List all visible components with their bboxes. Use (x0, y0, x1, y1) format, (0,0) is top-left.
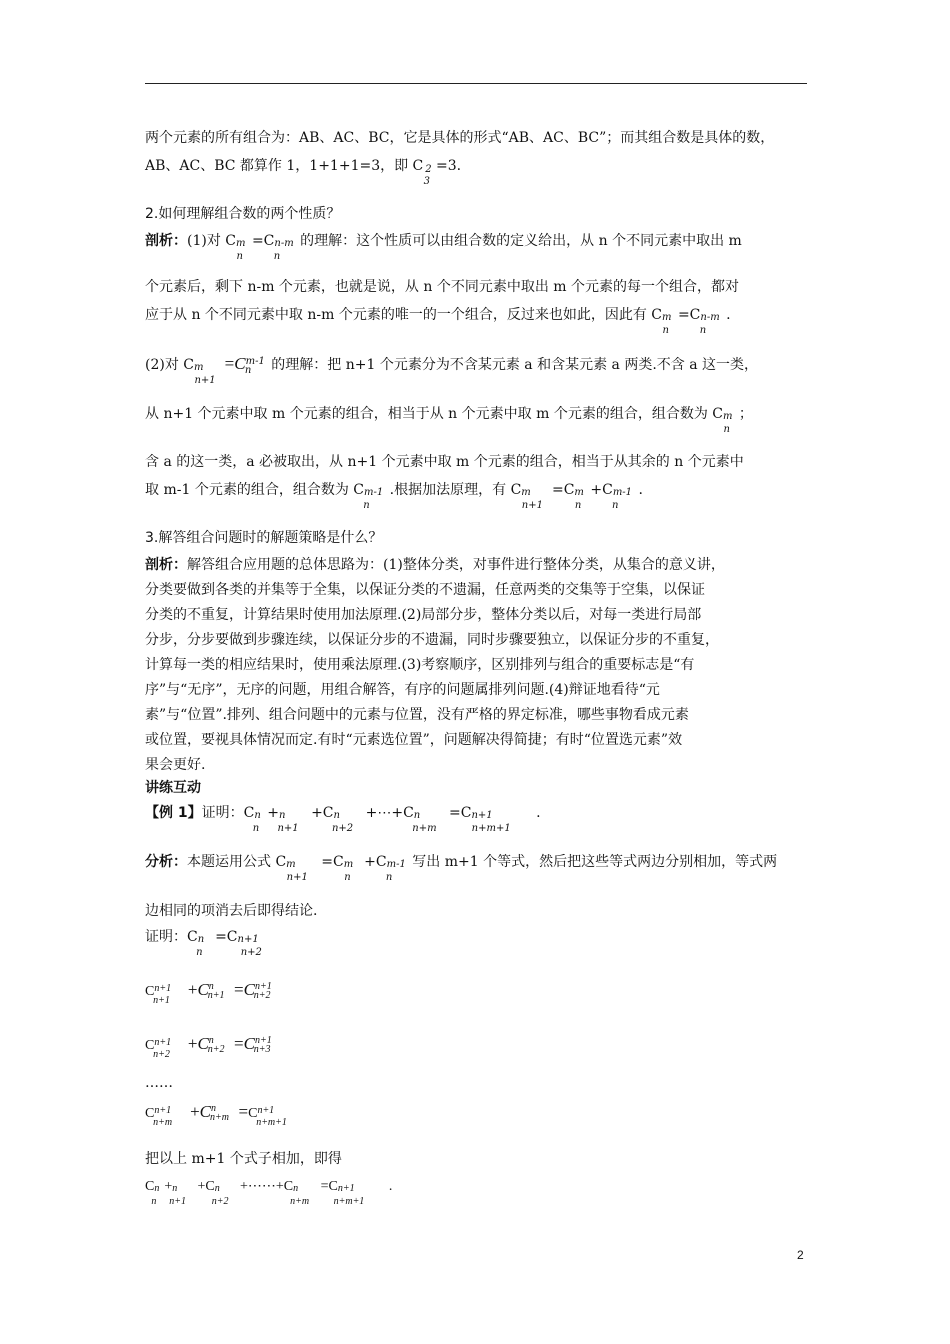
text-line: 两个元素的所有组合为：AB、AC、BC，它是具体的形式“AB、AC、BC”；而其组合数是具体的数， (145, 130, 775, 146)
proof-result: Cnn+nn+1 +Cnn+2 +⋯⋯+Cnn+m =Cn+1n+m+1 . (145, 1179, 393, 1207)
text-line: 从 n+1 个元素中取 m 个元素的组合，相当于从 n 个元素中取 m 个元素的组合，组合数为 Cmn； (145, 406, 753, 435)
text-line: AB、AC、BC 都算作 1，1+1+1=3，即 C 23=3. (145, 158, 462, 187)
text-line: 剖析：解答组合应用题的总体思路为：(1)整体分类，对事件进行整体分类，从集合的意义讲， (145, 557, 725, 573)
text-line: 序”与“无序”，无序的问题，用组合解答，有序的问题属排列问题.(4)辩证地看待“元 (145, 682, 660, 698)
example-1: 【例 1】证明：Cnn+nn+1 +Cnn+2 +⋯+Cnn+m =Cn+1n+m+1 . (145, 805, 541, 834)
text-line: 分类的不重复，计算结果时使用加法原理.(2)局部分步，整体分类以后，对每一类进行局部 (145, 607, 702, 623)
text-line: 把以上 m+1 个式子相加，即得 (145, 1151, 342, 1167)
text-line: 取 m-1 个元素的组合，组合数为 Cm-1n.根据加法原理，有 Cmn+1=Cmn+Cm-1n. (145, 482, 643, 511)
text-line: 或位置，要视具体情况而定.有时“元素选位置”，问题解决得简捷；有时“位置选元素”效 (145, 732, 683, 748)
section-heading: 讲练互动 (145, 780, 201, 796)
text-line: 计算每一类的相应结果时，使用乘法原理.(3)考察顺序，区别排列与组合的重要标志是“有 (145, 657, 695, 673)
text-line: 素”与“位置”.排列、组合问题中的元素与位置，没有严格的界定标准，哪些事物看成元素 (145, 707, 689, 723)
header-rule (145, 83, 807, 84)
ellipsis: …… (145, 1075, 173, 1091)
text-line: 果会更好. (145, 757, 206, 773)
text-line: 分析：本题运用公式 Cmn+1 =Cmn +Cm-1n写出 m+1 个等式，然后把这些等式两边分别相加，等式两 (145, 854, 778, 883)
question-3: 3.解答组合问题时的解题策略是什么？ (145, 530, 383, 546)
text-line: 个元素后，剩下 n-m 个元素，也就是说，从 n 个不同元素中取出 m 个元素的每一个组合，都对 (145, 279, 740, 295)
proof-eq-2: Cn+1n+2+Cnn+2 =Cn+1n+3 (145, 1034, 272, 1060)
proof-eq-1: Cn+1n+1+Cnn+1 =Cn+1n+2 (145, 980, 272, 1006)
text-line: 应于从 n 个不同元素中取 n-m 个元素的唯一的一个组合，反过来也如此，因此有 Cmn=Cn-mn. (145, 307, 731, 336)
proof-eq-3: Cn+1n+m+Cnn+m =Cn+1n+m+1 (145, 1102, 287, 1128)
text-line: (2)对 Cmn+1=Cm-1n 的理解：把 n+1 个元素分为不含某元素 a 和含某元素 a 两类.不含 a 这一类， (145, 354, 759, 386)
text-line: 剖析：(1)对 Cmn=Cn-mn的理解：这个性质可以由组合数的定义给出，从 n 个不同元素中取出 m (145, 233, 742, 262)
text-line: 边相同的项消去后即得结论. (145, 903, 318, 919)
page-number: 2 (797, 1248, 804, 1262)
question-2: 2.如何理解组合数的两个性质？ (145, 206, 341, 222)
text-line: 分类要做到各类的并集等于全集，以保证分类的不遗漏，任意两类的交集等于空集，以保证 (145, 582, 705, 598)
proof-start: 证明：Cnn =Cn+1n+2 (145, 929, 262, 958)
text-line: 分步，分步要做到步骤连续，以保证分步的不遗漏，同时步骤要独立，以保证分步的不重复， (145, 632, 719, 648)
text-line: 含 a 的这一类，a 必被取出，从 n+1 个元素中取 m 个元素的组合，相当于从其余的 n 个元素中 (145, 454, 744, 470)
